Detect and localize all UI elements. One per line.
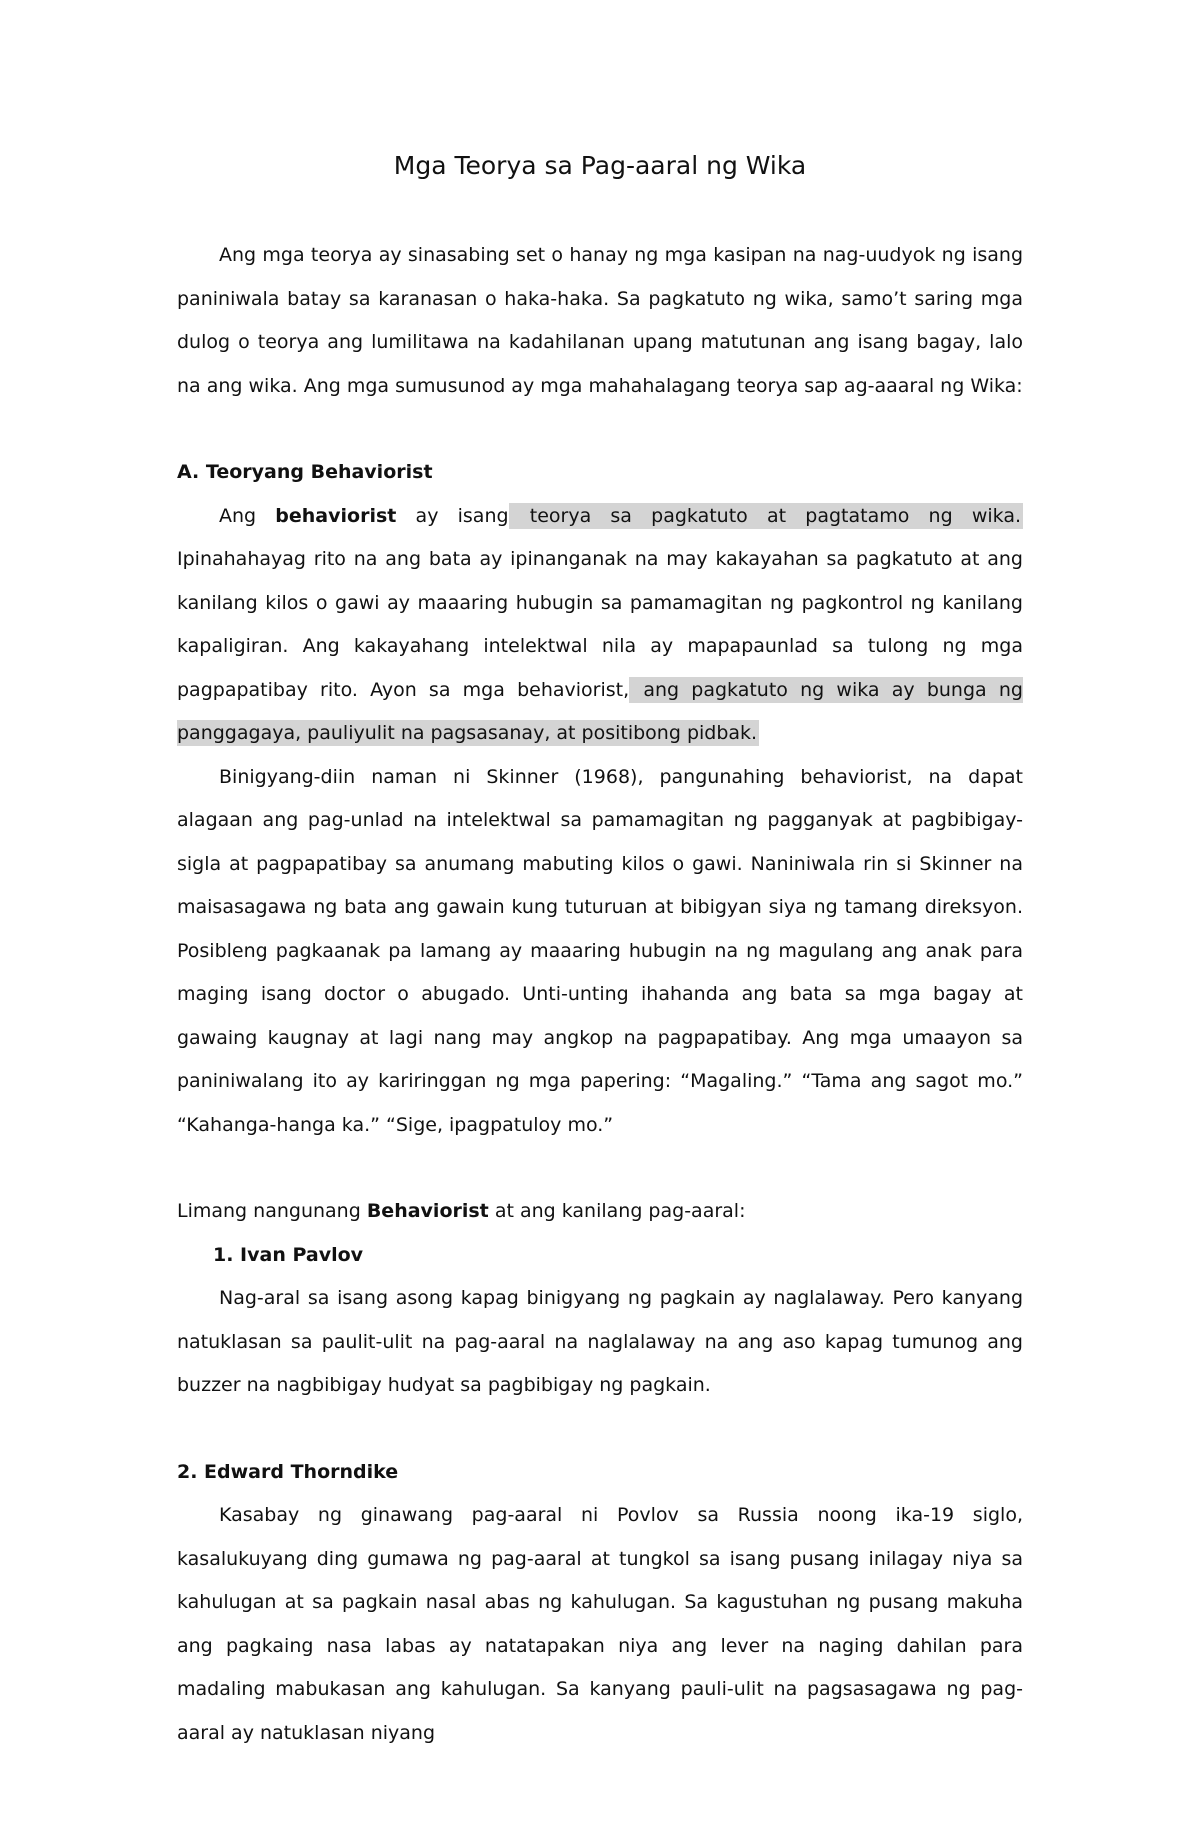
text-run: Ang	[219, 504, 276, 527]
text-run: Ipinahahayag rito na ang bata ay ipinanganak na may kakayahan sa pagkatuto at ang kanilang kilos o gawi ay maaaring hubugin sa pamamagitan ng pagkontrol ng kanilang kapaligiran. Ang kakayahang intelektwal nila ay mapapaunlad sa tulong ng mga pagpapatibay rito. Ayon sa mga behaviorist,	[177, 548, 1023, 701]
section-a-heading: A. Teoryang Behaviorist	[177, 461, 433, 483]
document-title: Mga Teorya sa Pag-aaral ng Wika	[393, 151, 807, 180]
text-run: ay isang	[396, 504, 509, 527]
intro-paragraph: Ang mga teorya ay sinasabing set o hanay ng mga kasipan na nag-uudyok ng isang paniniwala batay sa karanasan o haka-haka. Sa pagkatuto ng wika, samo’t saring mga dulog o teorya ang lumilitawa na kadahilanan upang matutunan ang isang bagay, lalo na ang wika. Ang mga sumusunod ay mga mahahalagang teorya sap ag-aaaral ng Wika:	[177, 244, 1023, 397]
item-1-heading: 1. Ivan Pavlov	[213, 1243, 364, 1266]
list-intro	[177, 1190, 1023, 1234]
skinner-paragraph: Binigyang-diin naman ni Skinner (1968), pangunahing behaviorist, na dapat alagaan ang pag-unlad na intelektwal sa pamamagitan ng pagganyak at pagbibigay-sigla at pagpapatibay sa anumang mabuting kilos o gawi. Naniniwala rin si Skinner na maisasagawa ng bata ang gawain kung tuturuan at bibigyan siya ng tamang direksyon. Posibleng pagkaanak pa lamang ay maaaring hubugin na ng magulang ang anak para maging isang doctor o abugado. Unti-unting ihahanda ang bata sa mga bagay at gawaing kaugnay at lagi nang may angkop na pagpapatibay. Ang mga umaayon sa paniniwalang ito ay kariringgan ng mga papering: “Magaling.” “Tama ang sagot mo.” “Kahanga-hanga ka.” “Sige, ipagpatuloy mo.”	[177, 765, 1023, 1136]
behaviorist-definition-paragraph	[177, 495, 1023, 756]
text-run: Limang nangunang	[177, 1200, 367, 1222]
item-1-text: Nag-aral sa isang asong kapag binigyang ng pagkain ay naglalaway. Pero kanyang natuklasan sa paulit-ulit na pag-aaral na naglalaway na ang aso kapag tumunog ang buzzer na nagbibigay hudyat sa pagbibigay ng pagkain.	[177, 1287, 1023, 1396]
highlighted-definition: teorya sa pagkatuto at pagtatamo ng wika.	[510, 504, 1022, 527]
bold-term-behaviorist: Behaviorist	[366, 1200, 489, 1222]
item-2-heading: 2. Edward Thorndike	[177, 1460, 399, 1483]
bold-term-behaviorist: behaviorist	[275, 504, 397, 527]
highlighted-conclusion: ang pagkatuto ng wika ay bunga ng panggagaya, pauliyulit na pagsasanay, at positibong pidbak.	[177, 678, 1023, 744]
item-2-text: Kasabay ng ginawang pag-aaral ni Povlov sa Russia noong ika-19 siglo, kasalukuyang ding gumawa ng pag-aaral at tungkol sa isang pusang inilagay niya sa kahulugan at sa pagkain nasal abas ng kahulugan. Sa kagustuhan ng pusang makuha ang pagkaing nasa labas ay natatapakan niya ang lever na naging dahilan para madaling mabukasan ang kahulugan. Sa kanyang pauli-ulit na pagsasagawa ng pag-aaral ay natuklasan niyang	[177, 1504, 1023, 1744]
text-run: at ang kanilang pag-aaral:	[488, 1200, 746, 1222]
